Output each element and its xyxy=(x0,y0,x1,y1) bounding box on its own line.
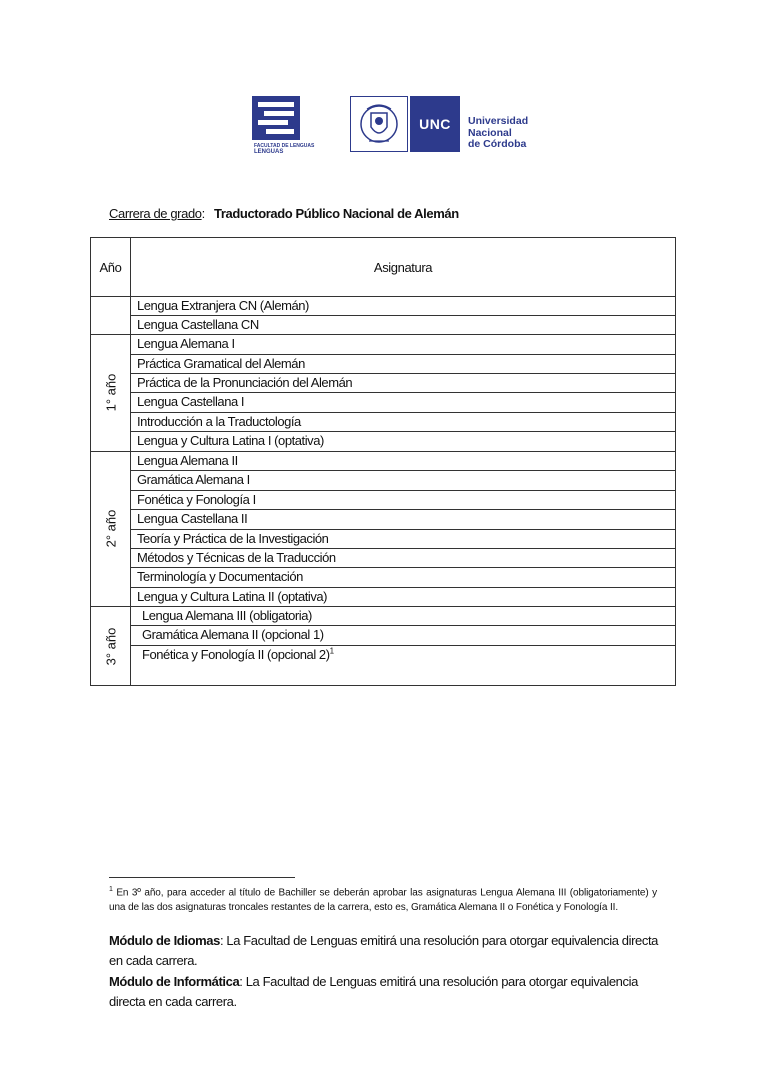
table-row: Teoría y Práctica de la Investigación xyxy=(137,531,329,546)
study-plan-table xyxy=(90,237,676,686)
table-row: Introducción a la Traductología xyxy=(137,414,301,429)
table-row: Lengua Castellana I xyxy=(137,394,245,409)
modulo-idiomas-title: Módulo de Idiomas xyxy=(109,933,220,948)
table-row: Fonética y Fonología II (opcional 2)$^1$ xyxy=(142,646,334,662)
unc-name: Universidad Nacional de Córdoba xyxy=(468,115,529,150)
year-2-label: 2° año xyxy=(102,509,118,548)
svg-text:LENGUAS: LENGUAS xyxy=(254,149,284,155)
table-row: Lengua y Cultura Latina II (optativa) xyxy=(137,589,328,604)
table-row: Lengua Castellana II xyxy=(137,511,248,526)
modulo-informatica-text: : La Facultad de Lenguas emitirá una resolución para otorgar equivalencia directa en cada carrera. xyxy=(109,974,638,1009)
modulo-informatica xyxy=(109,972,669,1012)
table-row: Terminología y Documentación xyxy=(137,569,303,584)
table-row: Lengua Castellana CN xyxy=(137,317,259,332)
table-row: Gramática Alemana I xyxy=(137,472,250,487)
svg-text:FACULTAD DE LENGUAS: FACULTAD DE LENGUAS xyxy=(254,143,315,149)
modulo-informatica-title: Módulo de Informática xyxy=(109,974,240,989)
unc-logo xyxy=(350,96,530,154)
facultad-de-lenguas-logo xyxy=(252,96,315,155)
table-row: Lengua Alemana I xyxy=(137,336,235,351)
career-label: Carrera de grado xyxy=(109,206,202,221)
header-year: Año xyxy=(99,259,122,275)
table-row: Gramática Alemana II (opcional 1) xyxy=(142,627,324,642)
table-row: Lengua y Cultura Latina I (optativa) xyxy=(137,433,324,448)
career-value: Traductorado Público Nacional de Alemán xyxy=(214,206,459,221)
table-row: Práctica de la Pronunciación del Alemán xyxy=(137,375,353,390)
year-1-label: 1° año xyxy=(102,373,118,412)
modulo-idiomas-text: : La Facultad de Lenguas emitirá una resolución para otorgar equivalencia directa en cada carrera. xyxy=(109,933,658,968)
table-row: Práctica Gramatical del Alemán xyxy=(137,356,305,371)
unc-box: UNC xyxy=(410,96,460,152)
table-row: Lengua Alemana II xyxy=(137,453,238,468)
table-row: Fonética y Fonología I xyxy=(137,492,256,507)
footnote-mark: 1 xyxy=(109,886,113,893)
modulo-idiomas xyxy=(109,931,669,971)
year-3-label: 3° año xyxy=(102,627,118,666)
footnote-ref[interactable]: 1 xyxy=(329,646,334,656)
footnote xyxy=(109,882,657,915)
table-row: Métodos y Técnicas de la Traducción xyxy=(137,550,336,565)
footnote-text: En 3º año, para acceder al título de Bachiller se deberán aprobar las asignaturas Lengua Alemana III (obligatoriamente) y una de las dos asignaturas troncales restantes de la carrera, esto es, Gramática Alemana II o Fonética y Fonología II. xyxy=(109,887,657,914)
header-subject: Asignatura xyxy=(373,259,433,275)
table-row: Lengua Extranjera CN (Alemán) xyxy=(137,298,309,313)
career-line: Carrera de grado: Traductorado Público Nacional de Alemán xyxy=(109,206,459,221)
unc-seal-icon xyxy=(350,96,408,152)
table-row: Lengua Alemana III (obligatoria) xyxy=(142,608,312,623)
